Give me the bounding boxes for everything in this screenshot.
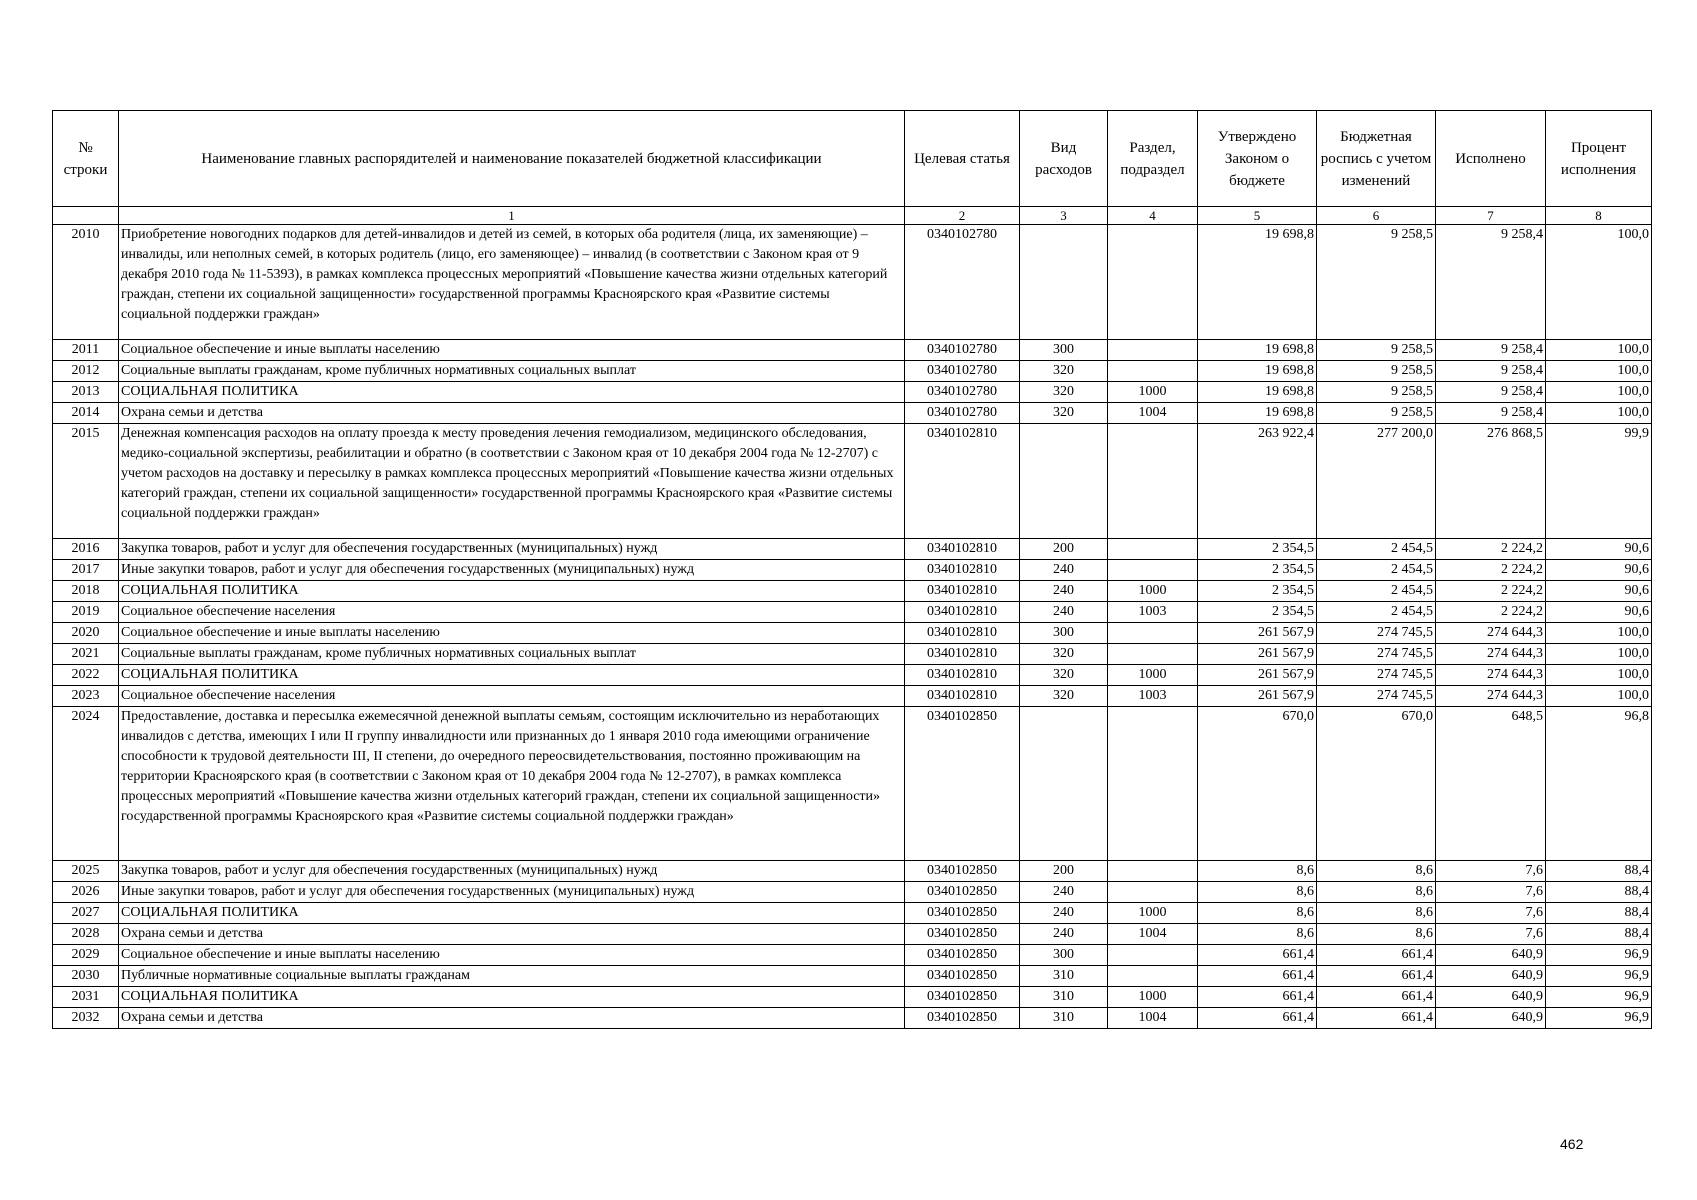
row-number: 2032	[53, 1008, 119, 1029]
approved-amount: 2 354,5	[1198, 539, 1317, 560]
target-article: 0340102780	[905, 225, 1020, 340]
executed-amount: 7,6	[1436, 924, 1546, 945]
approved-amount: 19 698,8	[1198, 340, 1317, 361]
table-row	[53, 403, 1652, 424]
section-code	[1108, 644, 1198, 665]
schedule-amount: 8,6	[1317, 861, 1436, 882]
row-name: СОЦИАЛЬНАЯ ПОЛИТИКА	[119, 581, 905, 602]
column-number: 2	[905, 207, 1020, 225]
target-article: 0340102850	[905, 945, 1020, 966]
expense-kind	[1020, 707, 1108, 861]
execution-percent: 90,6	[1546, 581, 1652, 602]
column-number: 7	[1436, 207, 1546, 225]
target-article: 0340102810	[905, 539, 1020, 560]
section-code: 1000	[1108, 903, 1198, 924]
schedule-amount: 9 258,5	[1317, 340, 1436, 361]
expense-kind: 240	[1020, 924, 1108, 945]
table-row	[53, 945, 1652, 966]
table-row	[53, 644, 1652, 665]
approved-amount: 670,0	[1198, 707, 1317, 861]
section-code: 1000	[1108, 581, 1198, 602]
row-name: Иные закупки товаров, работ и услуг для обеспечения государственных (муниципальных) нужд	[119, 882, 905, 903]
target-article: 0340102810	[905, 644, 1020, 665]
table-row	[53, 623, 1652, 644]
row-number: 2026	[53, 882, 119, 903]
execution-percent: 96,9	[1546, 987, 1652, 1008]
executed-amount: 274 644,3	[1436, 623, 1546, 644]
table-row	[53, 861, 1652, 882]
schedule-amount: 2 454,5	[1317, 539, 1436, 560]
target-article: 0340102850	[905, 903, 1020, 924]
row-name: СОЦИАЛЬНАЯ ПОЛИТИКА	[119, 987, 905, 1008]
table-row	[53, 382, 1652, 403]
schedule-amount: 9 258,5	[1317, 225, 1436, 340]
row-number: 2018	[53, 581, 119, 602]
table-row	[53, 966, 1652, 987]
execution-percent: 88,4	[1546, 903, 1652, 924]
header-percent: Процент исполнения	[1546, 111, 1652, 207]
execution-percent: 100,0	[1546, 382, 1652, 403]
executed-amount: 274 644,3	[1436, 644, 1546, 665]
table-row	[53, 924, 1652, 945]
header-executed: Исполнено	[1436, 111, 1546, 207]
column-number: 8	[1546, 207, 1652, 225]
row-name: Охрана семьи и детства	[119, 1008, 905, 1029]
execution-percent: 99,9	[1546, 424, 1652, 539]
approved-amount: 8,6	[1198, 924, 1317, 945]
executed-amount: 274 644,3	[1436, 665, 1546, 686]
row-number: 2025	[53, 861, 119, 882]
budget-table	[52, 110, 1652, 1029]
schedule-amount: 2 454,5	[1317, 602, 1436, 623]
row-name: Закупка товаров, работ и услуг для обеспечения государственных (муниципальных) нужд	[119, 861, 905, 882]
target-article: 0340102810	[905, 560, 1020, 581]
approved-amount: 8,6	[1198, 861, 1317, 882]
executed-amount: 640,9	[1436, 987, 1546, 1008]
section-code	[1108, 424, 1198, 539]
execution-percent: 100,0	[1546, 623, 1652, 644]
table-row	[53, 987, 1652, 1008]
expense-kind: 240	[1020, 903, 1108, 924]
execution-percent: 100,0	[1546, 225, 1652, 340]
target-article: 0340102850	[905, 882, 1020, 903]
row-number: 2030	[53, 966, 119, 987]
execution-percent: 96,9	[1546, 945, 1652, 966]
schedule-amount: 274 745,5	[1317, 665, 1436, 686]
header-expense-kind: Вид расходов	[1020, 111, 1108, 207]
approved-amount: 8,6	[1198, 882, 1317, 903]
schedule-amount: 9 258,5	[1317, 403, 1436, 424]
table-row	[53, 340, 1652, 361]
row-number: 2023	[53, 686, 119, 707]
schedule-amount: 661,4	[1317, 987, 1436, 1008]
table-row	[53, 665, 1652, 686]
page-number: 462	[1560, 1136, 1584, 1152]
expense-kind: 320	[1020, 361, 1108, 382]
target-article: 0340102850	[905, 987, 1020, 1008]
expense-kind: 320	[1020, 686, 1108, 707]
expense-kind: 240	[1020, 581, 1108, 602]
section-code	[1108, 340, 1198, 361]
row-name: Социальные выплаты гражданам, кроме публичных нормативных социальных выплат	[119, 361, 905, 382]
schedule-amount: 274 745,5	[1317, 644, 1436, 665]
schedule-amount: 8,6	[1317, 924, 1436, 945]
section-code	[1108, 560, 1198, 581]
column-numbers-row	[53, 207, 1652, 225]
approved-amount: 2 354,5	[1198, 560, 1317, 581]
row-number: 2013	[53, 382, 119, 403]
target-article: 0340102810	[905, 424, 1020, 539]
executed-amount: 640,9	[1436, 945, 1546, 966]
executed-amount: 2 224,2	[1436, 539, 1546, 560]
section-code: 1000	[1108, 987, 1198, 1008]
row-number: 2015	[53, 424, 119, 539]
expense-kind: 310	[1020, 987, 1108, 1008]
row-number: 2016	[53, 539, 119, 560]
expense-kind: 240	[1020, 560, 1108, 581]
row-number: 2012	[53, 361, 119, 382]
target-article: 0340102780	[905, 340, 1020, 361]
target-article: 0340102780	[905, 382, 1020, 403]
table-row	[53, 882, 1652, 903]
executed-amount: 2 224,2	[1436, 560, 1546, 581]
schedule-amount: 670,0	[1317, 707, 1436, 861]
table-row	[53, 707, 1652, 861]
expense-kind: 200	[1020, 861, 1108, 882]
table-row	[53, 581, 1652, 602]
execution-percent: 100,0	[1546, 644, 1652, 665]
execution-percent: 100,0	[1546, 361, 1652, 382]
row-name: Публичные нормативные социальные выплаты гражданам	[119, 966, 905, 987]
approved-amount: 2 354,5	[1198, 602, 1317, 623]
schedule-amount: 661,4	[1317, 966, 1436, 987]
section-code: 1003	[1108, 686, 1198, 707]
approved-amount: 661,4	[1198, 1008, 1317, 1029]
row-number: 2031	[53, 987, 119, 1008]
schedule-amount: 9 258,5	[1317, 361, 1436, 382]
section-code: 1004	[1108, 403, 1198, 424]
section-code	[1108, 945, 1198, 966]
target-article: 0340102810	[905, 581, 1020, 602]
table-row	[53, 686, 1652, 707]
column-number: 5	[1198, 207, 1317, 225]
expense-kind: 300	[1020, 945, 1108, 966]
section-code	[1108, 623, 1198, 644]
row-number: 2022	[53, 665, 119, 686]
target-article: 0340102780	[905, 361, 1020, 382]
section-code	[1108, 882, 1198, 903]
approved-amount: 8,6	[1198, 903, 1317, 924]
row-name: Социальные выплаты гражданам, кроме публичных нормативных социальных выплат	[119, 644, 905, 665]
table-row	[53, 361, 1652, 382]
expense-kind: 310	[1020, 966, 1108, 987]
execution-percent: 90,6	[1546, 602, 1652, 623]
target-article: 0340102810	[905, 602, 1020, 623]
schedule-amount: 661,4	[1317, 1008, 1436, 1029]
execution-percent: 100,0	[1546, 340, 1652, 361]
execution-percent: 96,9	[1546, 966, 1652, 987]
expense-kind: 200	[1020, 539, 1108, 560]
approved-amount: 19 698,8	[1198, 361, 1317, 382]
execution-percent: 100,0	[1546, 665, 1652, 686]
section-code	[1108, 966, 1198, 987]
schedule-amount: 277 200,0	[1317, 424, 1436, 539]
expense-kind: 320	[1020, 382, 1108, 403]
approved-amount: 2 354,5	[1198, 581, 1317, 602]
row-name: Иные закупки товаров, работ и услуг для обеспечения государственных (муниципальных) нужд	[119, 560, 905, 581]
schedule-amount: 8,6	[1317, 882, 1436, 903]
execution-percent: 90,6	[1546, 560, 1652, 581]
row-name: СОЦИАЛЬНАЯ ПОЛИТИКА	[119, 382, 905, 403]
row-name: Социальное обеспечение и иные выплаты населению	[119, 945, 905, 966]
row-name: Социальное обеспечение и иные выплаты населению	[119, 623, 905, 644]
approved-amount: 661,4	[1198, 966, 1317, 987]
target-article: 0340102810	[905, 623, 1020, 644]
section-code	[1108, 361, 1198, 382]
approved-amount: 661,4	[1198, 987, 1317, 1008]
section-code: 1003	[1108, 602, 1198, 623]
executed-amount: 7,6	[1436, 861, 1546, 882]
row-name: Социальное обеспечение и иные выплаты населению	[119, 340, 905, 361]
executed-amount: 2 224,2	[1436, 581, 1546, 602]
execution-percent: 88,4	[1546, 861, 1652, 882]
executed-amount: 640,9	[1436, 966, 1546, 987]
row-number: 2024	[53, 707, 119, 861]
column-number: 4	[1108, 207, 1198, 225]
target-article: 0340102850	[905, 924, 1020, 945]
executed-amount: 9 258,4	[1436, 225, 1546, 340]
execution-percent: 88,4	[1546, 924, 1652, 945]
table-row	[53, 903, 1652, 924]
expense-kind: 300	[1020, 340, 1108, 361]
row-number: 2028	[53, 924, 119, 945]
row-name: СОЦИАЛЬНАЯ ПОЛИТИКА	[119, 903, 905, 924]
schedule-amount: 2 454,5	[1317, 581, 1436, 602]
executed-amount: 274 644,3	[1436, 686, 1546, 707]
target-article: 0340102850	[905, 1008, 1020, 1029]
approved-amount: 261 567,9	[1198, 623, 1317, 644]
executed-amount: 9 258,4	[1436, 361, 1546, 382]
column-number: 6	[1317, 207, 1436, 225]
row-name: Предоставление, доставка и пересылка ежемесячной денежной выплаты семьям, состоящим исключительно из неработающих инвалидов с детства, имеющих I или II группу инвалидности или признанных до 1 января 2010 года имеющими ограничение способности к трудовой деятельности III, II степени, до очередного переосвидетельствования, постоянно проживающим на территории Красноярского края (в соответствии с Законом края от 10 декабря 2004 года № 12-2707), в рамках комплекса процессных мероприятий «Повышение качества жизни отдельных категорий граждан, степени их социальной защищенности» государственной программы Красноярского края «Развитие системы социальной поддержки граждан»	[119, 707, 905, 861]
execution-percent: 100,0	[1546, 403, 1652, 424]
target-article: 0340102850	[905, 966, 1020, 987]
row-name: Денежная компенсация расходов на оплату проезда к месту проведения лечения гемодиализом, медицинского обследования, медико-социальной экспертизы, реабилитации и обратно (в соответствии с Законом края от 10 декабря 2004 года № 12-2707) с учетом расходов на доставку и пересылку в рамках комплекса процессных мероприятий «Повышение качества жизни отдельных категорий граждан, степени их социальной защищенности» государственной программы Красноярского края «Развитие системы социальной поддержки граждан»	[119, 424, 905, 539]
schedule-amount: 661,4	[1317, 945, 1436, 966]
target-article: 0340102850	[905, 861, 1020, 882]
expense-kind: 320	[1020, 644, 1108, 665]
target-article: 0340102780	[905, 403, 1020, 424]
execution-percent: 90,6	[1546, 539, 1652, 560]
schedule-amount: 274 745,5	[1317, 623, 1436, 644]
row-name: Охрана семьи и детства	[119, 924, 905, 945]
approved-amount: 19 698,8	[1198, 225, 1317, 340]
section-code	[1108, 539, 1198, 560]
executed-amount: 648,5	[1436, 707, 1546, 861]
expense-kind	[1020, 424, 1108, 539]
row-name: Закупка товаров, работ и услуг для обеспечения государственных (муниципальных) нужд	[119, 539, 905, 560]
row-number: 2011	[53, 340, 119, 361]
expense-kind: 240	[1020, 882, 1108, 903]
expense-kind: 240	[1020, 602, 1108, 623]
approved-amount: 19 698,8	[1198, 403, 1317, 424]
section-code	[1108, 707, 1198, 861]
header-budget-schedule: Бюджетная роспись с учетом изменений	[1317, 111, 1436, 207]
approved-amount: 661,4	[1198, 945, 1317, 966]
expense-kind: 320	[1020, 665, 1108, 686]
column-number: 3	[1020, 207, 1108, 225]
approved-amount: 261 567,9	[1198, 644, 1317, 665]
section-code	[1108, 225, 1198, 340]
executed-amount: 7,6	[1436, 903, 1546, 924]
column-number: 1	[119, 207, 905, 225]
header-row-number: № строки	[53, 111, 119, 207]
row-name: Социальное обеспечение населения	[119, 686, 905, 707]
expense-kind: 320	[1020, 403, 1108, 424]
schedule-amount: 2 454,5	[1317, 560, 1436, 581]
section-code: 1004	[1108, 924, 1198, 945]
executed-amount: 276 868,5	[1436, 424, 1546, 539]
table-row	[53, 424, 1652, 539]
header-name: Наименование главных распорядителей и наименование показателей бюджетной классификации	[119, 111, 905, 207]
executed-amount: 2 224,2	[1436, 602, 1546, 623]
target-article: 0340102850	[905, 707, 1020, 861]
column-number	[53, 207, 119, 225]
target-article: 0340102810	[905, 665, 1020, 686]
schedule-amount: 274 745,5	[1317, 686, 1436, 707]
header-section: Раздел, подраздел	[1108, 111, 1198, 207]
approved-amount: 263 922,4	[1198, 424, 1317, 539]
row-number: 2010	[53, 225, 119, 340]
expense-kind: 300	[1020, 623, 1108, 644]
execution-percent: 100,0	[1546, 686, 1652, 707]
execution-percent: 96,8	[1546, 707, 1652, 861]
table-row	[53, 1008, 1652, 1029]
executed-amount: 7,6	[1436, 882, 1546, 903]
header-target-article: Целевая статья	[905, 111, 1020, 207]
schedule-amount: 8,6	[1317, 903, 1436, 924]
executed-amount: 9 258,4	[1436, 382, 1546, 403]
expense-kind: 310	[1020, 1008, 1108, 1029]
approved-amount: 19 698,8	[1198, 382, 1317, 403]
row-number: 2014	[53, 403, 119, 424]
row-number: 2021	[53, 644, 119, 665]
row-name: Охрана семьи и детства	[119, 403, 905, 424]
table-row	[53, 225, 1652, 340]
schedule-amount: 9 258,5	[1317, 382, 1436, 403]
section-code: 1004	[1108, 1008, 1198, 1029]
approved-amount: 261 567,9	[1198, 686, 1317, 707]
row-number: 2027	[53, 903, 119, 924]
execution-percent: 88,4	[1546, 882, 1652, 903]
row-number: 2020	[53, 623, 119, 644]
approved-amount: 261 567,9	[1198, 665, 1317, 686]
table-row	[53, 539, 1652, 560]
header-row	[53, 111, 1652, 207]
executed-amount: 9 258,4	[1436, 340, 1546, 361]
row-name: Социальное обеспечение населения	[119, 602, 905, 623]
expense-kind	[1020, 225, 1108, 340]
executed-amount: 640,9	[1436, 1008, 1546, 1029]
target-article: 0340102810	[905, 686, 1020, 707]
row-number: 2017	[53, 560, 119, 581]
table-row	[53, 602, 1652, 623]
section-code	[1108, 861, 1198, 882]
row-name: СОЦИАЛЬНАЯ ПОЛИТИКА	[119, 665, 905, 686]
execution-percent: 96,9	[1546, 1008, 1652, 1029]
header-approved: Утверждено Законом о бюджете	[1198, 111, 1317, 207]
row-number: 2029	[53, 945, 119, 966]
section-code: 1000	[1108, 382, 1198, 403]
row-name: Приобретение новогодних подарков для детей-инвалидов и детей из семей, в которых оба родителя (лица, их заменяющие) – инвалиды, или неполных семей, в которых родитель (лицо, его заменяющее) – инвалид (в соответствии с Законом края от 9 декабря 2010 года № 11-5393), в рамках комплекса процессных мероприятий «Повышение качества жизни отдельных категорий граждан, степени их социальной защищенности» государственной программы Красноярского края «Развитие системы социальной поддержки граждан»	[119, 225, 905, 340]
row-number: 2019	[53, 602, 119, 623]
table-body	[53, 225, 1652, 1029]
section-code: 1000	[1108, 665, 1198, 686]
executed-amount: 9 258,4	[1436, 403, 1546, 424]
table-row	[53, 560, 1652, 581]
